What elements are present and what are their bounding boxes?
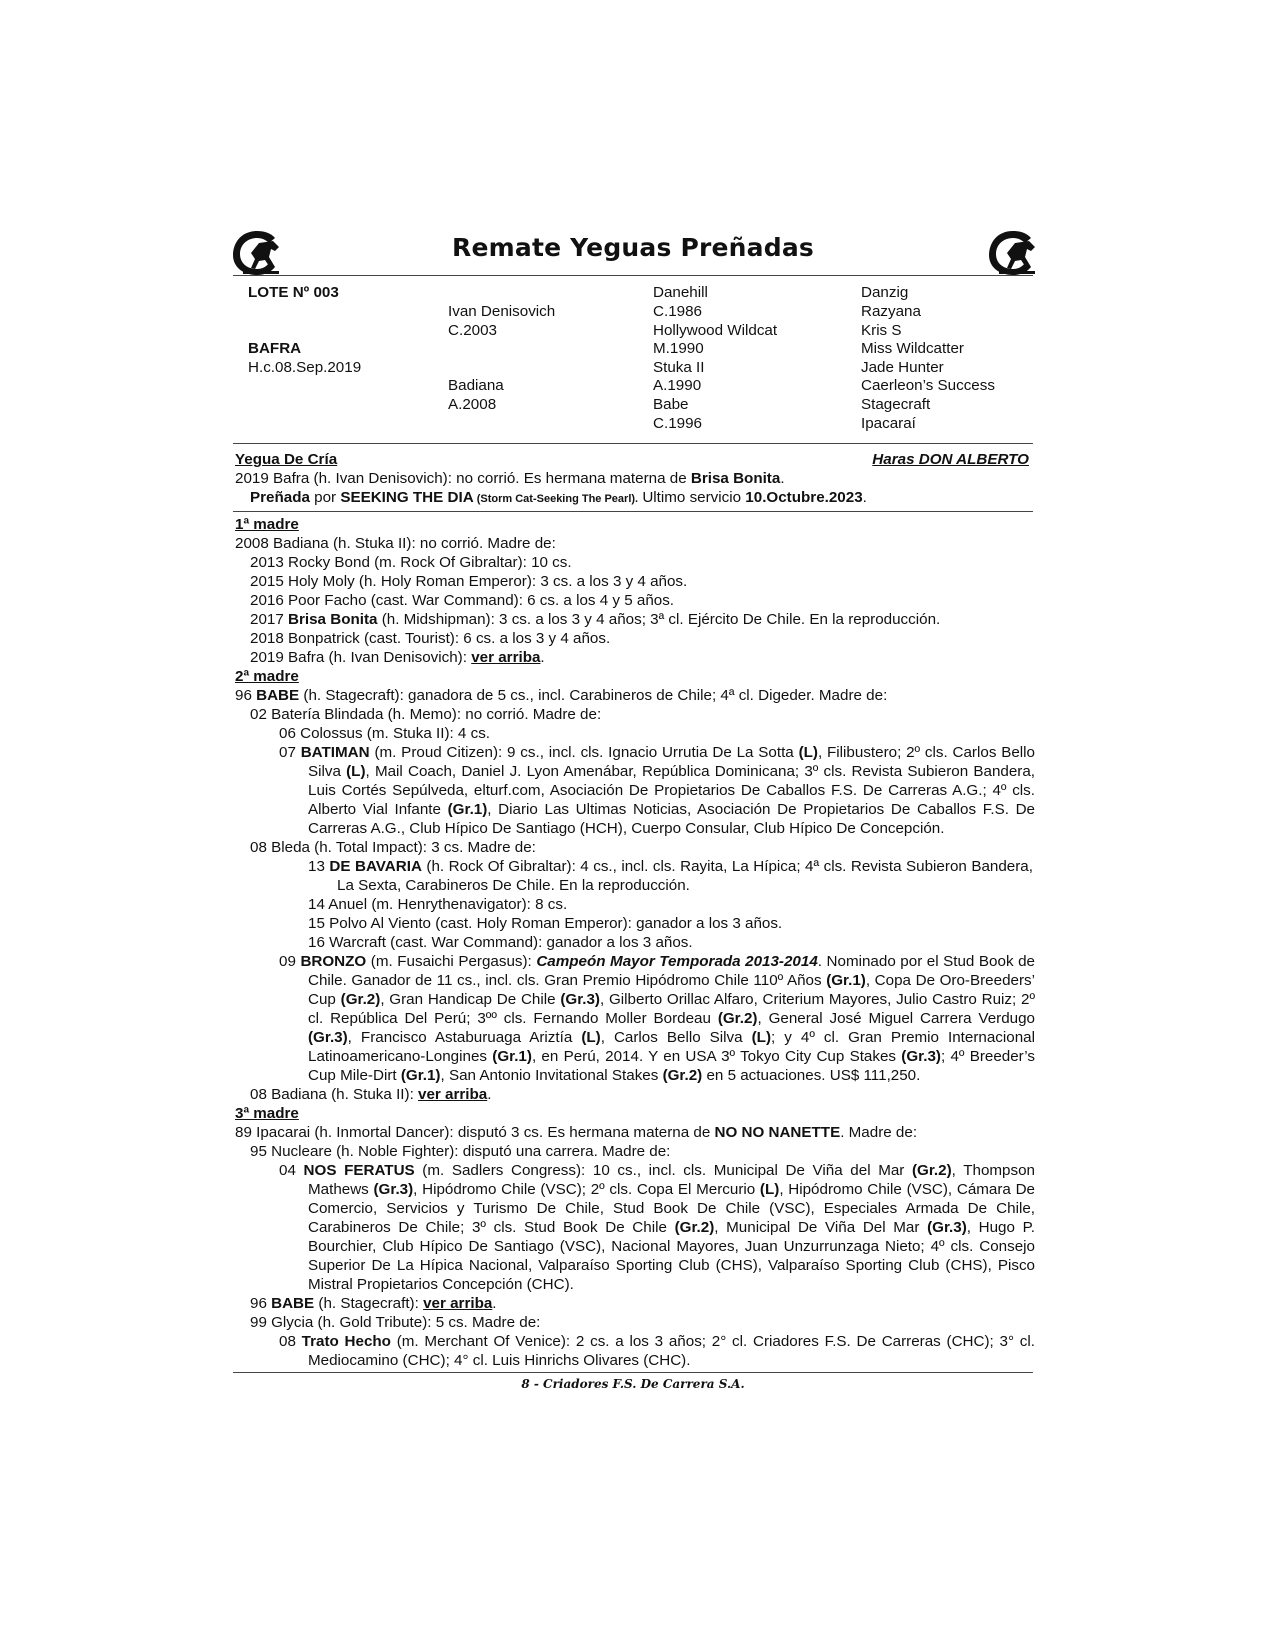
list-item: 2017 Brisa Bonita (h. Midshipman): 3 cs. a los 3 y 4 años; 3ª cl. Ejército De Chile. En la reproducción.: [250, 611, 941, 628]
list-item: 2015 Holy Moly (h. Holy Roman Emperor): 3 cs. a los 3 y 4 años.: [250, 573, 688, 590]
great-grandparent: Kris S: [861, 322, 902, 339]
list-item: 08 Bleda (h. Total Impact): 3 cs. Madre de:: [250, 839, 536, 856]
great-grandparent: Stagecraft: [861, 396, 931, 413]
list-item: 06 Colossus (m. Stuka II): 4 cs.: [279, 725, 491, 742]
list-item: 07 BATIMAN (m. Proud Citizen): 9 cs., incl. cls. Ignacio Urrutia De La Sotta (L), Filibustero; 2º cls. Carlos Bello Silva (L), Mail Coach, Daniel J. Lyon Amenábar, República Dominicana; 3º cls. Revista Subieron Bandera, Luis Cortés Sepúlveda, elturf.com, Asociación De Propietarios De Caballos F.S. De Carreras A.G.; 4º cls. Alberto Vial Infante (Gr.1), Diario Las Ultimas Noticias, Asociación De Propietarios De Caballos F.S. De Carreras A.G., Club Hípico De Santiago (HCH), Cuerpo Consular, Club Hípico De Concepción.: [279, 744, 1036, 837]
list-item: 16 Warcraft (cast. War Command): ganador a los 3 años.: [308, 934, 693, 951]
great-grandparent: Miss Wildcatter: [861, 340, 964, 357]
breeding-section: [233, 444, 1033, 512]
list-item: 96 BABE (h. Stagecraft): ver arriba.: [250, 1295, 497, 1312]
list-item: 04 NOS FERATUS (m. Sadlers Congress): 10 cs., incl. cls. Municipal De Viña del Mar (Gr.2), Thompson Mathews (Gr.3), Hipódromo Chile (VSC); 2º cls. Copa El Mercurio (L), Hipódromo Chile (VSC), Cámara De Comercio, Servicios y Turismo De Chile, Stud Book De Chile (VSC), Especiales Armada De Chile, Carabineros De Chile; 3º cls. Stud Book De Chile (Gr.2), Municipal De Viña Del Mar (Gr.3), Hugo P. Bourchier, Club Hípico De Santiago (VSC), Nacional Mayores, Juan Unzurrunzaga Nieto; 4º cls. Consejo Superior De La Hípica Nacional, Valparaíso Sporting Club (CHS), Valparaíso Sporting Club (CHS), Pisco Mistral Propietarios Concepción (CHC).: [279, 1162, 1036, 1293]
list-item: 96 BABE (h. Stagecraft): ganadora de 5 cs., incl. Carabineros de Chile; 4ª cl. Digeder. Madre de:: [235, 687, 888, 704]
list-item: 2019 Bafra (h. Ivan Denisovich): ver arriba.: [250, 649, 545, 666]
great-grandparent: Caerleon’s Success: [861, 377, 995, 394]
great-grandparent: Razyana: [861, 303, 921, 320]
grandparent-info: A.1990: [653, 377, 702, 394]
horse-logo-icon: [985, 227, 1041, 279]
list-item: 2018 Bonpatrick (cast. Tourist): 6 cs. a los 3 y 4 años.: [250, 630, 611, 647]
pedigree-table: [233, 276, 1033, 444]
grandparent-info: M.1990: [653, 340, 704, 357]
list-item: 95 Nucleare (h. Noble Fighter): disputó una carrera. Madre de:: [250, 1143, 671, 1160]
list-item: 2013 Rocky Bond (m. Rock Of Gibraltar): 10 cs.: [250, 554, 572, 571]
page-header: [233, 225, 1033, 276]
haras-name: Haras DON ALBERTO: [872, 451, 1029, 468]
grandparent-name: Danehill: [653, 284, 708, 301]
dam-info: A.2008: [448, 396, 497, 413]
list-item: 02 Batería Blindada (h. Memo): no corrió. Madre de:: [250, 706, 602, 723]
list-item: 08 Badiana (h. Stuka II): ver arriba.: [250, 1086, 492, 1103]
grandparent-name: Hollywood Wildcat: [653, 322, 778, 339]
list-item: 09 BRONZO (m. Fusaichi Pergasus): Campeón Mayor Temporada 2013-2014. Nominado por el Stud Book de Chile. Ganador de 11 cs., incl. cls. Gran Premio Hipódromo Chile 110º Años (Gr.1), Copa De Oro-Breeders’ Cup (Gr.2), Gran Handicap De Chile (Gr.3), Gilberto Orillac Alfaro, Criterium Mayores, Julio Castro Ruiz; 2º cl. República Del Perú; 3ºº cls. Fernando Moller Bordeau (Gr.2), General José Miguel Carrera Verdugo (Gr.3), Francisco Astaburuaga Ariztía (L), Carlos Bello Silva (L); y 4º cl. Gran Premio Internacional Latinoamericano-Longines (Gr.1), en Perú, 2014. Y en USA 3º Tokyo City Cup Stakes (Gr.3); 4º Breeder’s Cup Mile-Dirt (Gr.1), San Antonio Invitational Stakes (Gr.2) en 5 actuaciones. US$ 111,250.: [279, 953, 1035, 1084]
grandparent-name: Stuka II: [653, 359, 705, 376]
sire-name: Ivan Denisovich: [448, 303, 556, 320]
grandparent-name: Babe: [653, 396, 689, 413]
horse-info: H.c.08.Sep.2019: [248, 359, 362, 376]
pregnancy-line: Preñada por SEEKING THE DIA (Storm Cat-Seeking The Pearl). Ultimo servicio 10.Octubre.2023.: [250, 489, 867, 506]
breeding-line: 2019 Bafra (h. Ivan Denisovich): no corrió. Es hermana materna de Brisa Bonita.: [235, 470, 785, 487]
great-grandparent: Ipacaraí: [861, 415, 916, 432]
grandparent-info: C.1996: [653, 415, 702, 432]
list-item: 89 Ipacarai (h. Inmortal Dancer): disputó 3 cs. Es hermana materna de NO NO NANETTE. Madre de:: [235, 1124, 918, 1141]
list-item: 2016 Poor Facho (cast. War Command): 6 cs. a los 4 y 5 años.: [250, 592, 675, 609]
family-section: [233, 512, 1036, 1373]
list-item: 14 Anuel (m. Henrythenavigator): 8 cs.: [308, 896, 568, 913]
page-title: Remate Yeguas Preñadas: [452, 233, 814, 262]
page-footer: 8 - Criadores F.S. De Carrera S.A.: [521, 1377, 745, 1391]
section-label: 3ª madre: [235, 1105, 299, 1122]
sire-info: C.2003: [448, 322, 497, 339]
catalog-page: [233, 225, 1036, 1391]
dam-name: Badiana: [448, 377, 504, 394]
grandparent-info: C.1986: [653, 303, 702, 320]
list-item: 13 DE BAVARIA (h. Rock Of Gibraltar): 4 cs., incl. cls. Rayita, La Hípica; 4ª cls. Revista Subieron Bandera, La Sexta, Carabineros De Chile. En la reproducción.: [308, 858, 1033, 894]
list-item: 99 Glycia (h. Gold Tribute): 5 cs. Madre de:: [250, 1314, 541, 1331]
list-item: 15 Polvo Al Viento (cast. Holy Roman Emperor): ganador a los 3 años.: [308, 915, 783, 932]
great-grandparent: Jade Hunter: [861, 359, 944, 376]
list-item: 08 Trato Hecho (m. Merchant Of Venice): 2 cs. a los 3 años; 2° cl. Criadores F.S. De Carreras (CHC); 3° cl. Mediocamino (CHC); 4° cl. Luis Hinrichs Olivares (CHC).: [279, 1333, 1035, 1369]
list-item: 2008 Badiana (h. Stuka II): no corrió. Madre de:: [235, 535, 556, 552]
lot-number: LOTE Nº 003: [248, 284, 339, 301]
horse-name: BAFRA: [248, 340, 302, 357]
section-label: Yegua De Cría: [235, 451, 338, 468]
section-label: 1ª madre: [235, 516, 299, 533]
section-label: 2ª madre: [235, 668, 299, 685]
great-grandparent: Danzig: [861, 284, 909, 301]
